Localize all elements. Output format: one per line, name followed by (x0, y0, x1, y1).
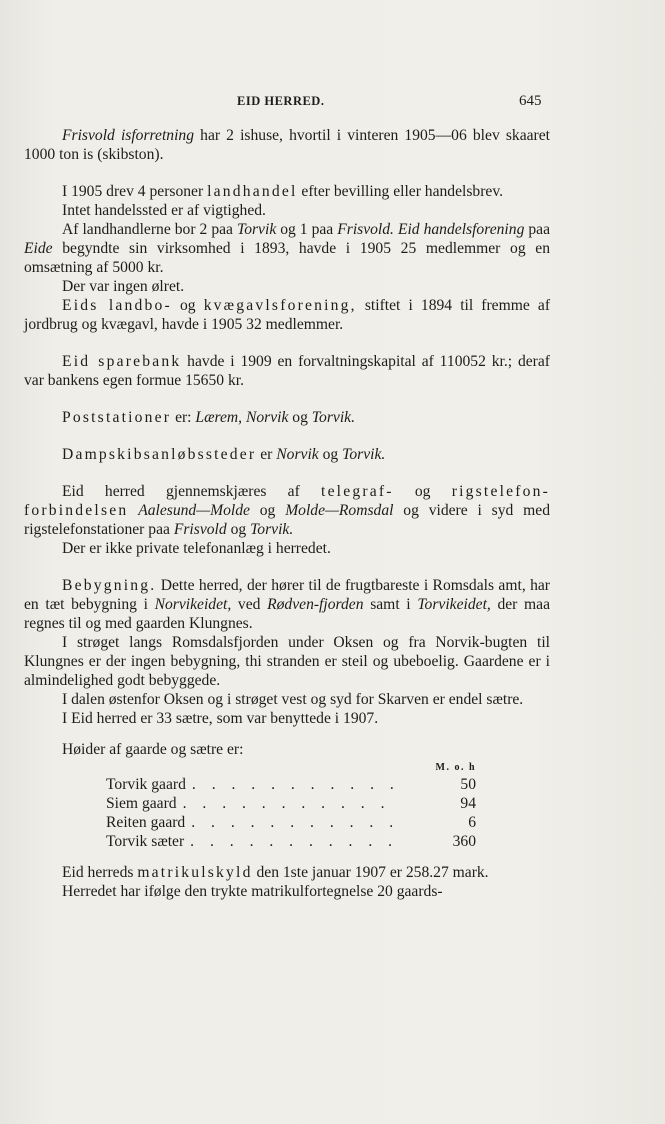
paragraph-bebygning: Bebygning. Dette herred, der hører til de frugtbareste i Romsdals amt, har en tæt bebygning i Norvikeidet, ved Rødven-fjorden samt i Torvikeidet, der maa regnes til og med gaarden Klungnes. (24, 577, 551, 632)
table-row: Siem gaard . . . . . . . . . . . 94 (106, 795, 476, 812)
paragraph-sparebank: Eid sparebank havde i 1909 en forvaltningskapital af 110052 kr.; deraf var bankens egen formue 15650 kr. (24, 353, 550, 389)
table-row: Reiten gaard . . . . . . . . . . . 6 (106, 814, 476, 831)
paragraph-matrikulskyld: Eid herreds matrikulskyld den 1ste januar 1907 er 258.27 mark. (62, 864, 489, 881)
paragraph-landhandel: I 1905 drev 4 personer landhandel efter bevilling eller handelsbrev. (62, 183, 504, 200)
paragraph-dalen: I dalen østenfor Oksen og i strøget vest og syd for Skarven er endel sætre. (62, 691, 524, 708)
paragraph-telegraf: Eid herred gjennemskjæres af telegraf- og rigstelefon-forbindelsen Aalesund—Molde og Molde—Romsdal og videre i syd med rigstelefonstationer paa Frisvold og Torvik. (24, 483, 550, 538)
running-header (0, 94, 665, 114)
paragraph-poststationer: Poststationer er: Lærem, Norvik og Torvik. (62, 409, 355, 426)
table-title: Høider af gaarde og sætre er: (62, 741, 244, 758)
table-row: Torvik sæter . . . . . . . . . . . 360 (106, 833, 476, 850)
paragraph-stroget: I strøget langs Romsdalsfjorden under Oksen og fra Norvik-bugten til Klungnes er der ingen bebygning, thi stranden er steil og ubeboelig. Gaardene er i almindelighed godt bebyggede. (24, 634, 550, 689)
paragraph-landbo: Eids landbo- og kvægavlsforening, stiftet i 1894 til fremme af jordbrug og kvægavl, havde i 1905 32 medlemmer. (24, 297, 551, 333)
paragraph-frisvold: Frisvold isforretning har 2 ishuse, hvortil i vinteren 1905—06 blev skaaret 1000 ton is (skibston). (24, 127, 551, 163)
paragraph-saetre: I Eid herred er 33 sætre, som var benyttede i 1907. (62, 710, 379, 727)
header-title: EID HERRED. (237, 94, 325, 108)
page-number: 645 (519, 93, 542, 109)
table-row: Torvik gaard . . . . . . . . . . . 50 (106, 776, 476, 793)
paragraph-matrikulfortegnelse: Herredet har ifølge den trykte matrikulfortegnelse 20 gaards- (62, 883, 443, 900)
heights-table (106, 761, 476, 851)
paragraph-handelssted: Intet handelssted er af vigtighed. (62, 202, 266, 219)
paragraph-dampskib: Dampskibsanløbssteder er Norvik og Torvik. (62, 446, 386, 463)
table-unit-header: M. o. h (435, 762, 476, 773)
paragraph-olret: Der var ingen ølret. (62, 278, 185, 295)
body-text (24, 126, 550, 901)
paragraph-landhandlerne: Af landhandlerne bor 2 paa Torvik og 1 paa Frisvold. Eid handelsforening paa Eide begyndte sin virksomhed i 1893, havde i 1905 25 medlemmer og en omsætning af 5000 kr. (24, 221, 551, 276)
paragraph-telefonanlaeg: Der er ikke private telefonanlæg i herredet. (62, 540, 331, 557)
